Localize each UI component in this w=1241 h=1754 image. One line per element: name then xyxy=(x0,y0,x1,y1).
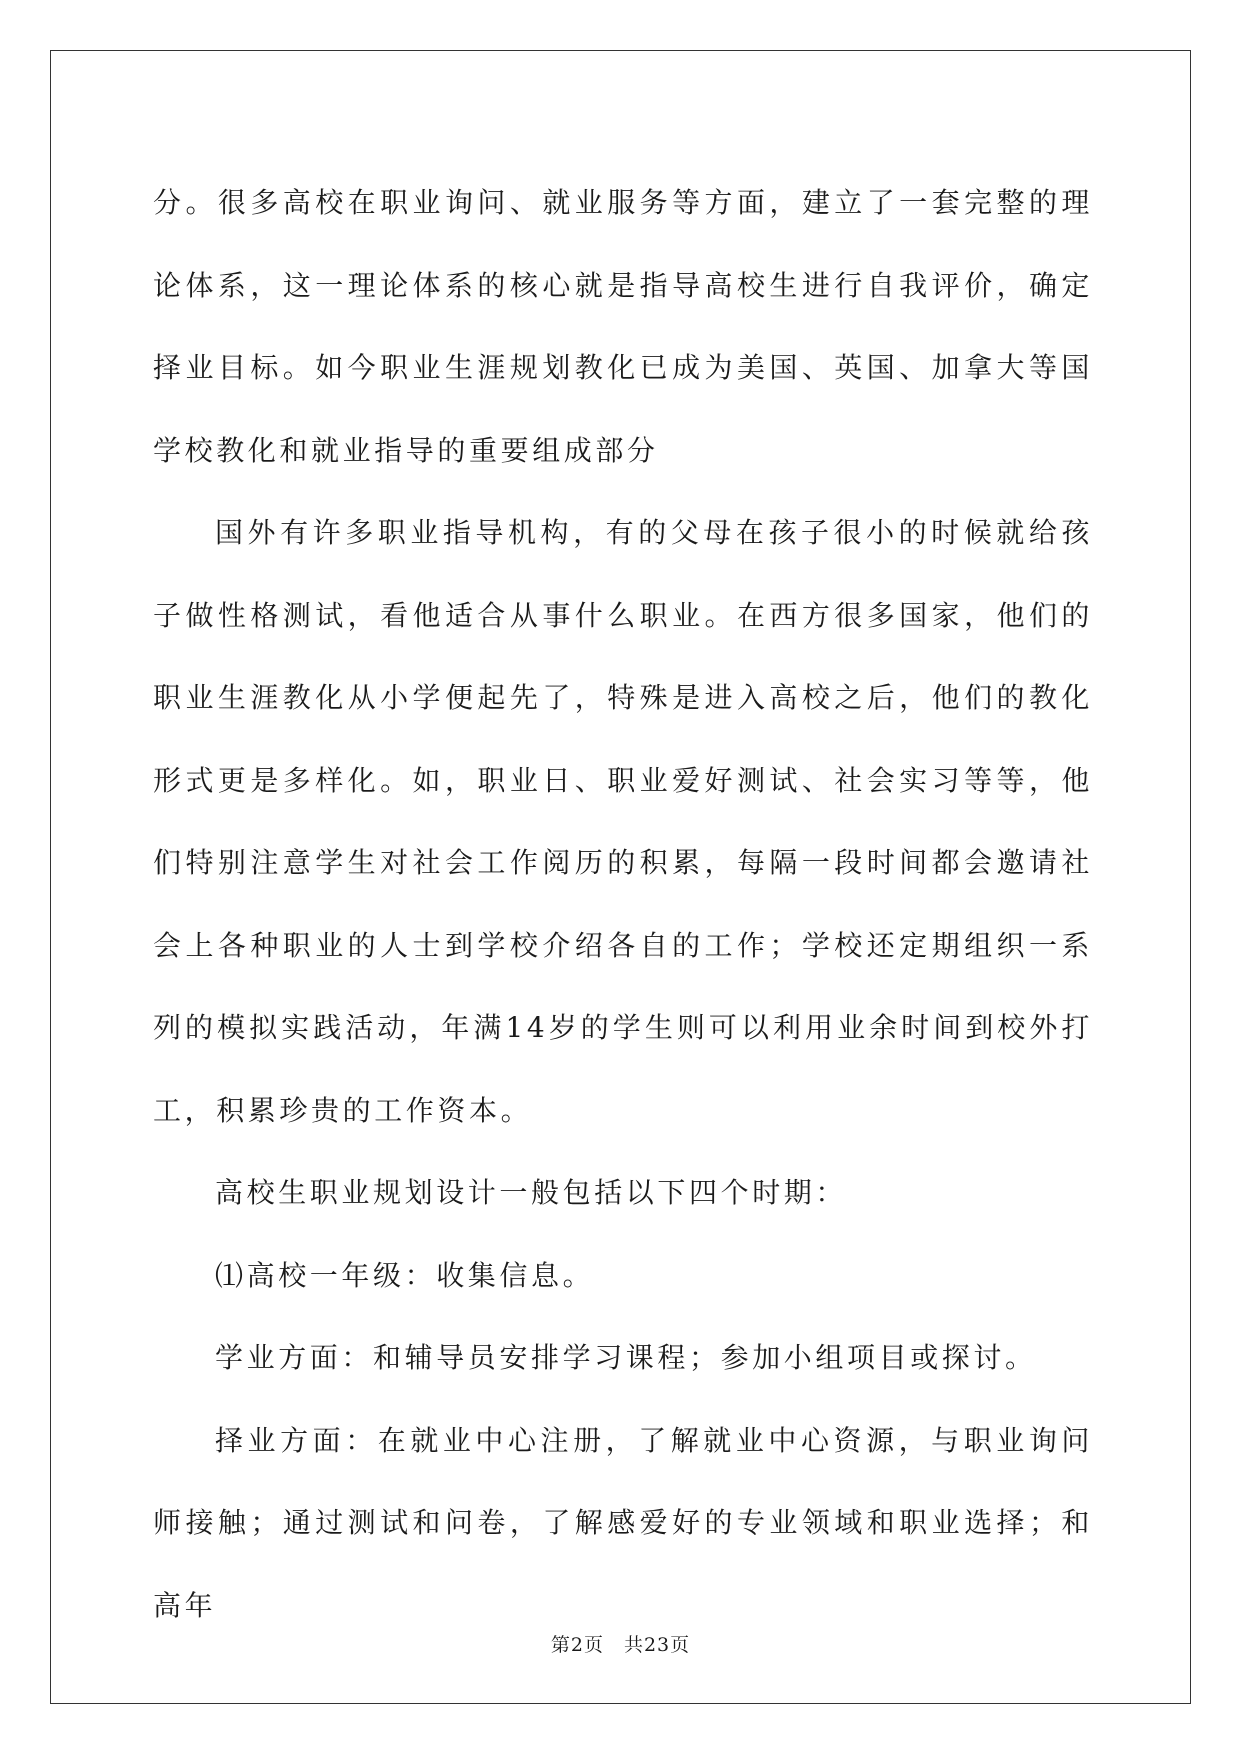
paragraph: 分。很多高校在职业询问、就业服务等方面，建立了一套完整的理论体系，这一理论体系的核心就是指导高校生进行自我评价，确定择业目标。如今职业生涯规划教化已成为美国、英国、加拿大等国学校教化和就业指导的重要组成部分 xyxy=(153,186,1093,467)
paragraph: 国外有许多职业指导机构，有的父母在孩子很小的时候就给孩子做性格测试，看他适合从事什么职业。在西方很多国家，他们的职业生涯教化从小学便起先了，特殊是进入高校之后，他们的教化形式更是多样化。如，职业日、职业爱好测试、社会实习等等，他们特别注意学生对社会工作阅历的积累，每隔一段时间都会邀请社会上各种职业的人士到学校介绍各自的工作；学校还定期组织一系列的模拟实践活动，年满14岁的学生则可以利用业余时间到校外打工，积累珍贵的工作资本。 xyxy=(153,516,1093,1127)
paragraph: 择业方面：在就业中心注册，了解就业中心资源，与职业询问师接触；通过测试和问卷，了解感爱好的专业领域和职业选择；和高年 xyxy=(153,1423,1093,1622)
paragraph: ⑴高校一年级：收集信息。 xyxy=(215,1258,595,1292)
paragraph: 学业方面：和辅导员安排学习课程；参加小组项目或探讨。 xyxy=(215,1341,1037,1374)
paragraph: 高校生职业规划设计一般包括以下四个时期： xyxy=(215,1176,848,1209)
document-body xyxy=(153,162,1093,1647)
page-number-footer: 第2页 共23页 xyxy=(550,1634,691,1656)
